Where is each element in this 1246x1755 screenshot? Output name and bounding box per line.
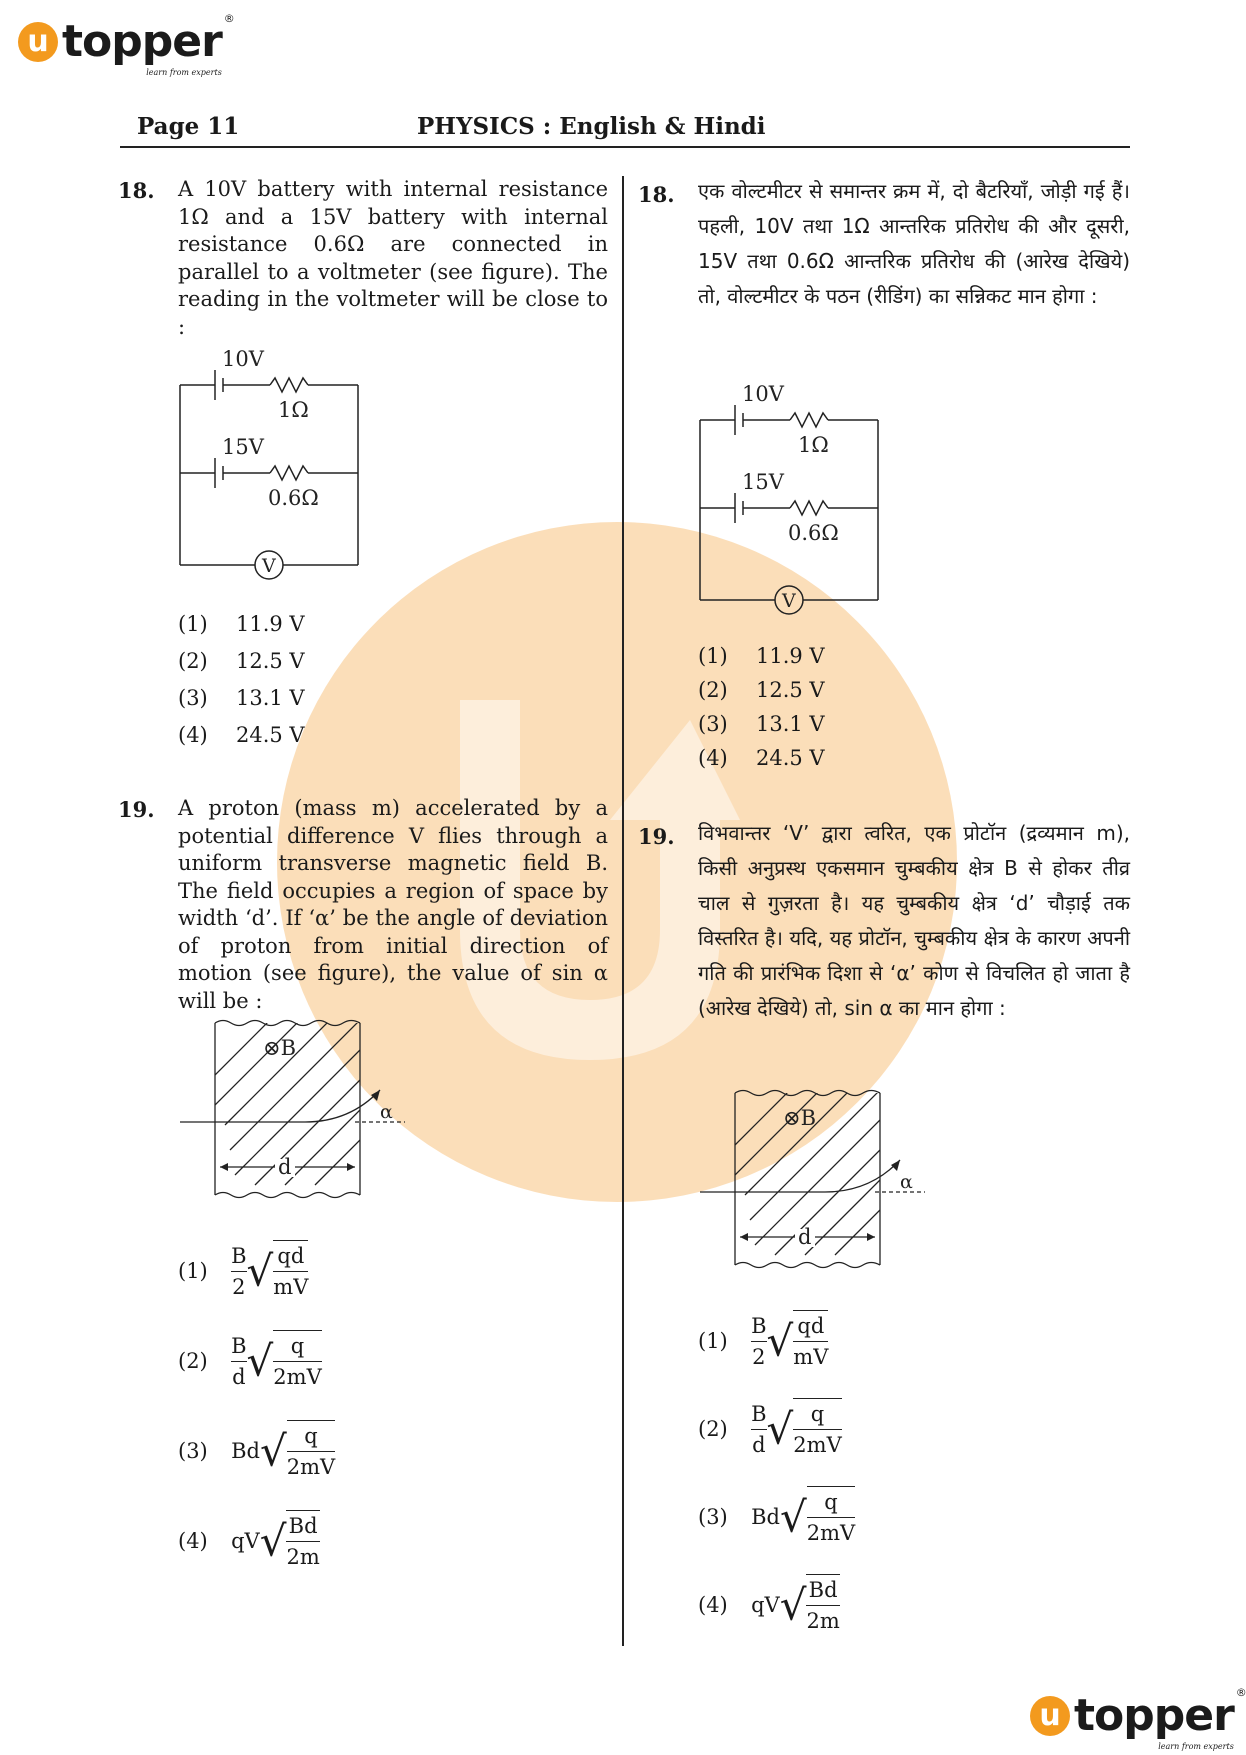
logo-registered-mark: ® [1235, 1686, 1246, 1699]
logo-wordmark: topper [1074, 1690, 1234, 1741]
option-4: (4) qV√ $\frac{Bd}{2m}$ [178, 1510, 320, 1572]
battery-label-15v: 15V [222, 435, 264, 459]
question-number: 18. [638, 182, 675, 207]
brand-logo [18, 12, 234, 77]
option-3: (3) 13.1 V [178, 686, 305, 710]
circuit-diagram [690, 375, 890, 615]
question-text: विभवान्तर ‘V’ द्वारा त्वरित, एक प्रोटॉन (द्रव्यमान m), किसी अनुप्रस्थ एकसमान चुम्बकीय क्षेत्र B से होकर तीव्र चाल से गुज़रता है। यह चुम्बकीय क्षेत्र ‘d’ चौड़ाई तक विस्तरित है। यदि, यह प्रोटॉन, चुम्बकीय क्षेत्र के कारण अपनी गति की प्रारंभिक दिशा से ‘α’ कोण से विचलित हो जाता है (आरेख देखिये) तो, sin α का मान होगा : [698, 821, 1130, 1020]
brand-logo-footer [1030, 1686, 1246, 1751]
page-number: Page 11 [137, 113, 240, 140]
option-2: (2) $\frac{B}{d}$ √ $\frac{q}{2mV}$ [178, 1330, 322, 1392]
logo-badge-icon: u [18, 22, 58, 62]
question-number: 19. [118, 797, 155, 822]
width-label: d [798, 1225, 812, 1249]
resistor-label-1ohm: 1Ω [278, 398, 309, 422]
battery-label-10v: 10V [222, 347, 264, 371]
option-4: (4) 24.5 V [178, 723, 305, 747]
alpha-label: α [380, 1101, 393, 1123]
column-divider [622, 176, 624, 1646]
alpha-label: α [900, 1171, 913, 1193]
field-label: ⊗B [263, 1036, 297, 1060]
battery-label-10v: 10V [742, 382, 784, 406]
question-text: A proton (mass m) accelerated by a potential difference V flies through a uniform transverse magnetic field B. The field occupies a region of space by width ‘d’. If ‘α’ be the angle of deviation of proton from initial direction of motion (see figure), the value of sin α will be : [178, 796, 608, 1013]
logo-wordmark: topper [62, 16, 222, 67]
voltmeter-label: V [262, 555, 276, 577]
logo-tagline: learn from experts [146, 68, 222, 77]
magnetic-field-diagram [175, 1015, 415, 1205]
question-number: 18. [118, 178, 155, 203]
width-label: d [278, 1155, 292, 1179]
option-4: (4) qV√ $\frac{Bd}{2m}$ [698, 1574, 840, 1636]
option-1: (1) 11.9 V [178, 612, 305, 636]
logo-badge-icon: u [1030, 1696, 1070, 1736]
question-text: एक वोल्टमीटर से समान्तर क्रम में, दो बैटरियाँ, जोड़ी गई हैं। पहली, 10V तथा 1Ω आन्तरिक प्रतिरोध की और दूसरी, 15V तथा 0.6Ω आन्तरिक प्रतिरोध की (आरेख देखिये) तो, वोल्टमीटर के पठन (रीडिंग) का सन्निकट मान होगा : [698, 179, 1130, 308]
question-number: 19. [638, 824, 675, 849]
option-3: (3) 13.1 V [698, 712, 825, 736]
header-divider [120, 146, 1130, 148]
option-3: (3) Bd√ $\frac{q}{2mV}$ [698, 1486, 855, 1548]
circuit-diagram [170, 340, 370, 580]
battery-label-15v: 15V [742, 470, 784, 494]
option-4: (4) 24.5 V [698, 746, 825, 770]
voltmeter-label: V [782, 590, 796, 612]
field-label: ⊗B [783, 1106, 817, 1130]
option-1: (1) $\frac{B}{2}$ √ $\frac{qd}{mV}$ [698, 1310, 828, 1372]
option-2: (2) $\frac{B}{d}$ √ $\frac{q}{2mV}$ [698, 1398, 842, 1460]
page-subject: PHYSICS : English & Hindi [417, 113, 766, 140]
option-2: (2) 12.5 V [178, 649, 305, 673]
resistor-label-1ohm: 1Ω [798, 433, 829, 457]
magnetic-field-diagram [695, 1085, 935, 1275]
question-text: A 10V battery with internal resistance 1Ω and a 15V battery with internal resistance 0.6Ω are connected in parallel to a voltmeter (see figure). The reading in the voltmeter will be close to : [178, 177, 608, 339]
option-2: (2) 12.5 V [698, 678, 825, 702]
option-1: (1) 11.9 V [698, 644, 825, 668]
logo-tagline: learn from experts [1158, 1742, 1234, 1751]
resistor-label-0.6ohm: 0.6Ω [788, 521, 839, 545]
option-3: (3) Bd√ $\frac{q}{2mV}$ [178, 1420, 335, 1482]
logo-registered-mark: ® [223, 12, 234, 25]
resistor-label-0.6ohm: 0.6Ω [268, 486, 319, 510]
option-1: (1) $\frac{B}{2}$ √ $\frac{qd}{mV}$ [178, 1240, 308, 1302]
